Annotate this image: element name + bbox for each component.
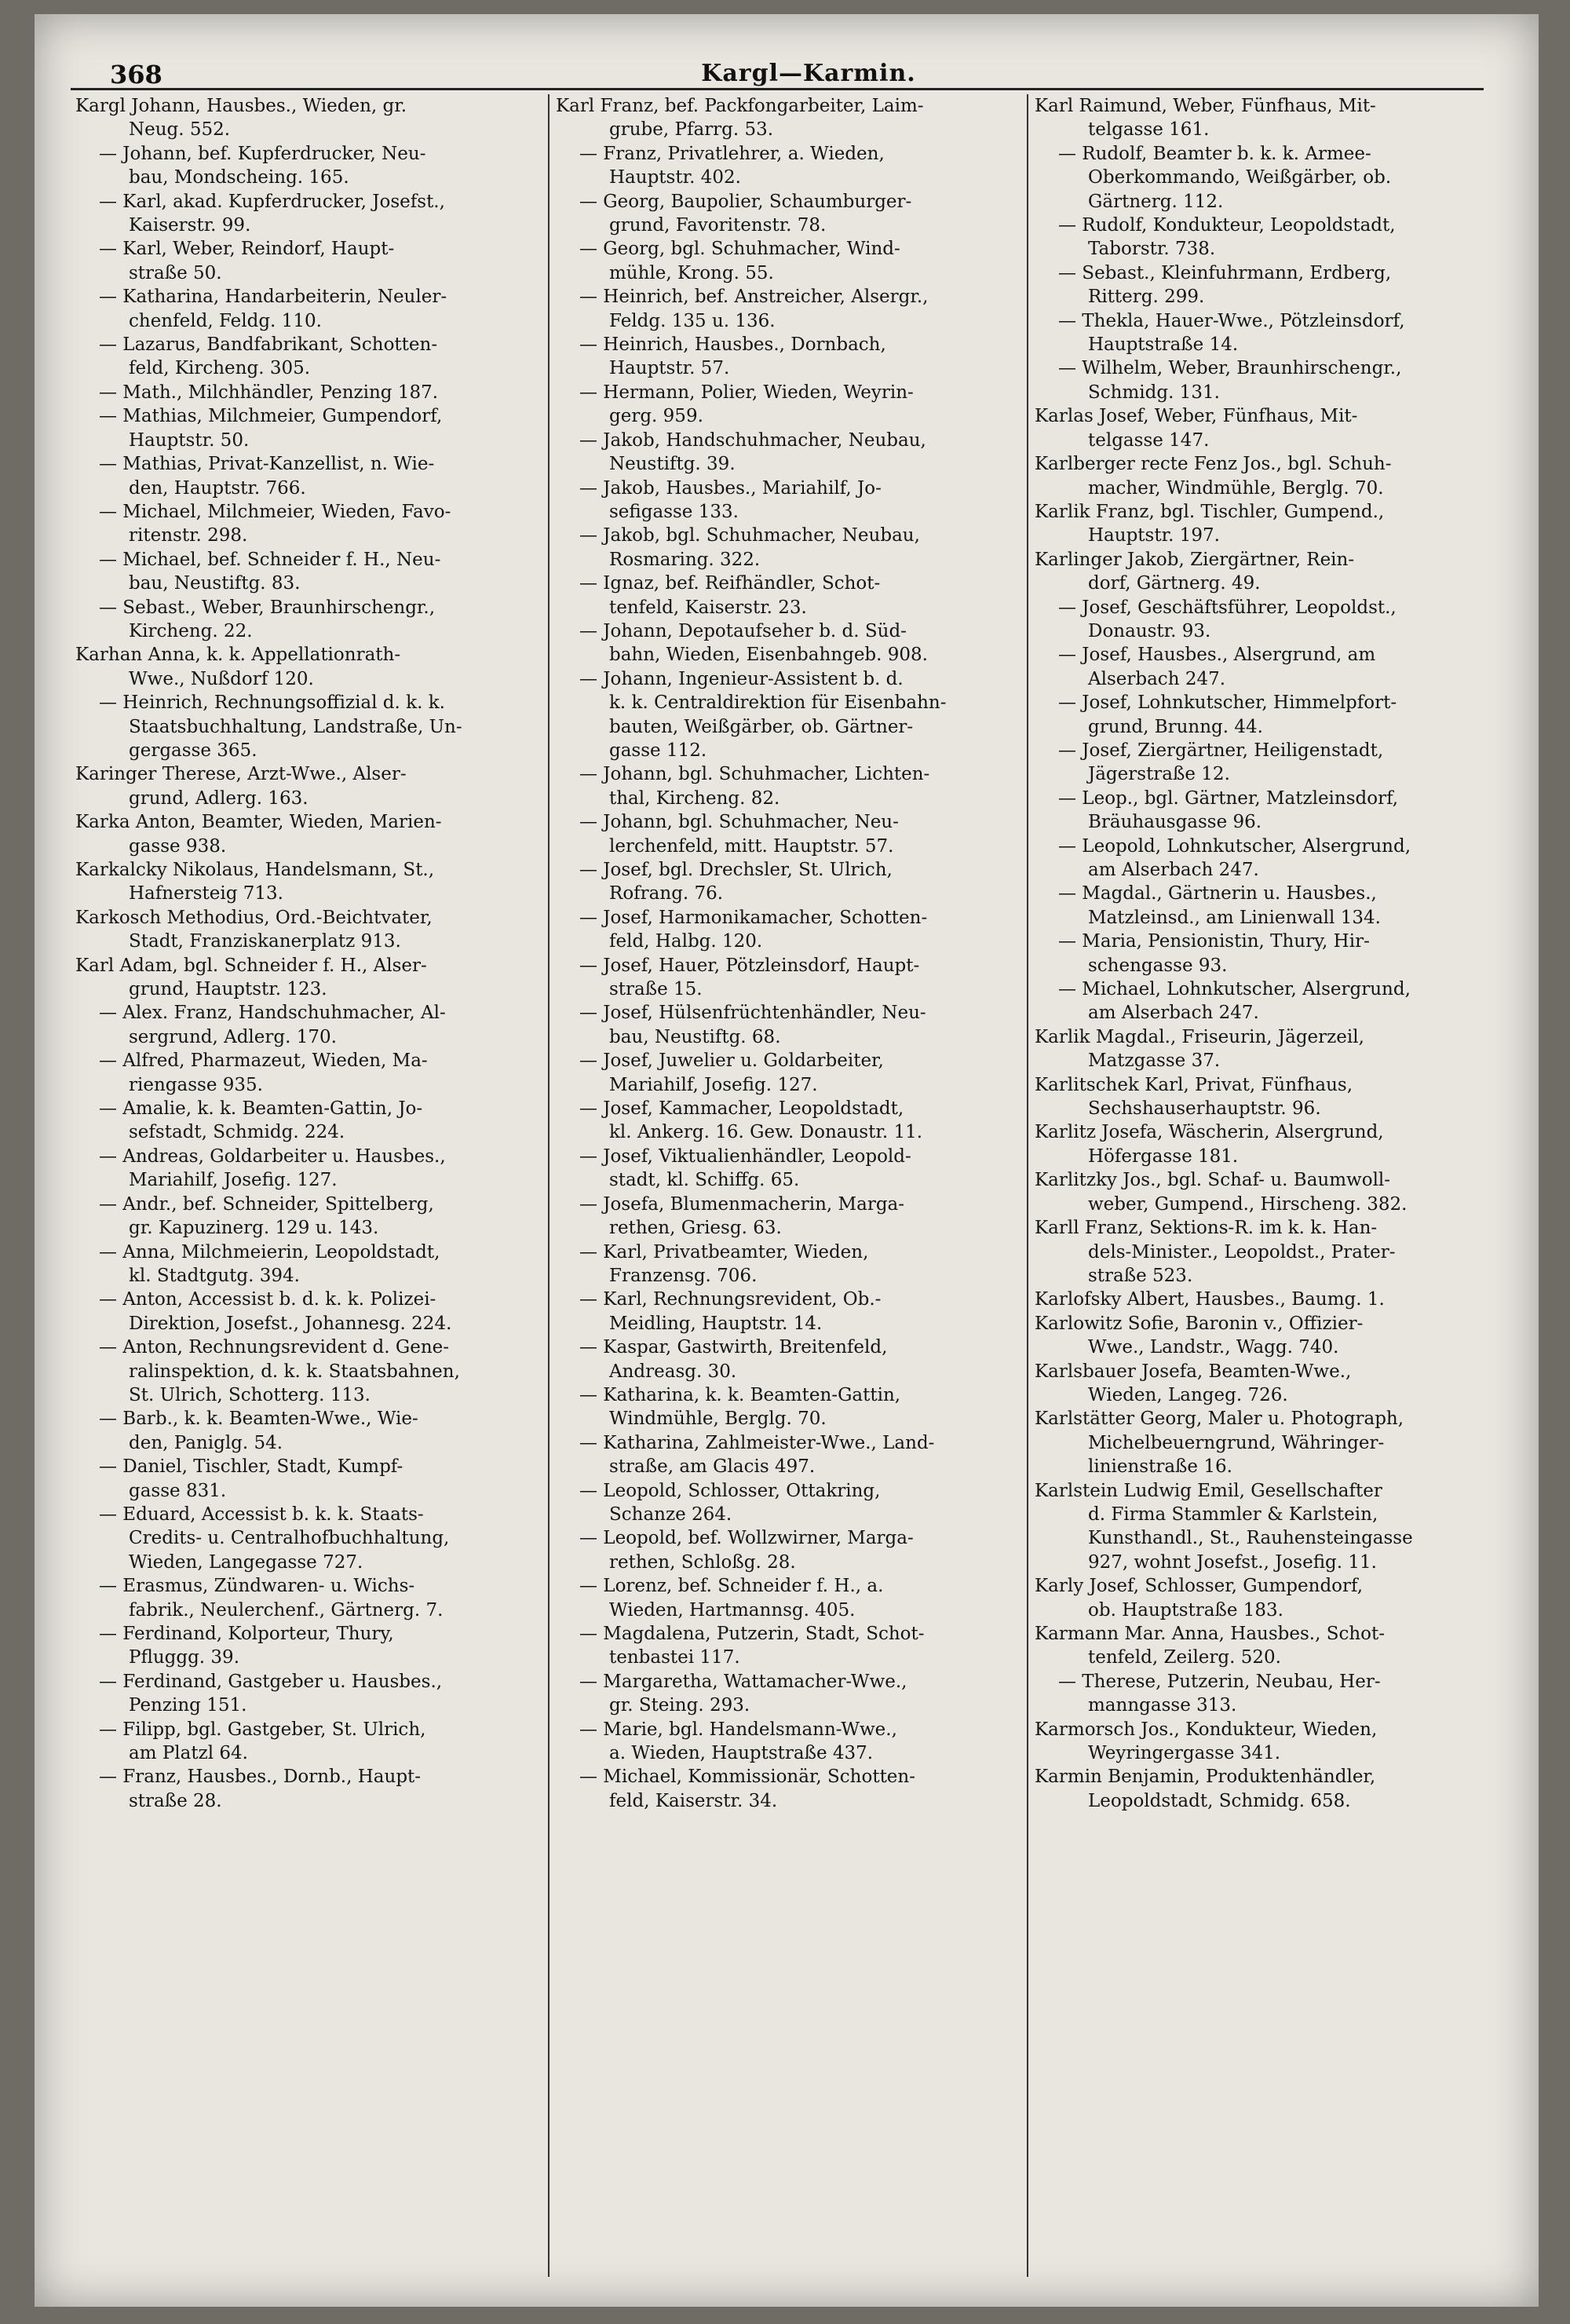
entry-continuation-line: lerchenfeld, mitt. Hauptstr. 57. <box>609 835 894 857</box>
entry-headword-line: Karmin Benjamin, Produktenhändler, <box>1035 1767 1376 1788</box>
entry-sub-line: — Amalie, k. k. Beamten-Gattin, Jo- <box>99 1098 423 1120</box>
entry-continuation-line: rethen, Griesg. 63. <box>609 1218 782 1239</box>
entry-sub-line: — Mathias, Milchmeier, Gumpendorf, <box>99 406 443 427</box>
entry-continuation-line: Andreasg. 30. <box>609 1361 737 1382</box>
entry-continuation-line: dorf, Gärtnerg. 49. <box>1088 573 1261 594</box>
entry-sub-line: — Magdalena, Putzerin, Stadt, Schot- <box>579 1624 925 1644</box>
entry-continuation-line: Kaiserstr. 99. <box>129 215 251 236</box>
column-3 <box>1035 94 1498 1813</box>
entry-sub-line: — Alex. Franz, Handschuhmacher, Al- <box>99 1003 446 1024</box>
entry-sub-line: — Karl, Rechnungsrevident, Ob.- <box>579 1289 882 1310</box>
entry-continuation-line: Matzgasse 37. <box>1088 1051 1221 1072</box>
column-divider-1 <box>548 94 550 2277</box>
entry-continuation-line: telgasse 161. <box>1088 119 1210 141</box>
entry-continuation-line: telgasse 147. <box>1088 429 1210 451</box>
entry-sub-line: — Ferdinand, Kolporteur, Thury, <box>99 1624 394 1644</box>
entry-sub-line: — Josef, Geschäftsführer, Leopoldst., <box>1058 597 1397 618</box>
entry-sub-line: — Josefa, Blumenmacherin, Marga- <box>579 1193 905 1215</box>
entry-continuation-line: Höfergasse 181. <box>1088 1146 1239 1167</box>
entry-headword-line: Karkalcky Nikolaus, Handelsmann, St., <box>75 860 435 880</box>
entry-continuation-line: Jägerstraße 12. <box>1088 764 1230 785</box>
entry-continuation-line: sefstadt, Schmidg. 224. <box>129 1122 345 1143</box>
entry-headword-line: Karlowitz Sofie, Baronin v., Offizier- <box>1035 1313 1364 1334</box>
entry-sub-line: — Josef, Harmonikamacher, Schotten- <box>579 907 928 928</box>
page-header <box>110 60 1507 91</box>
entry-headword-line: Karmann Mar. Anna, Hausbes., Schot- <box>1035 1624 1386 1644</box>
entry-sub-line: — Maria, Pensionistin, Thury, Hir- <box>1058 931 1370 952</box>
entry-sub-line: — Leopold, Schlosser, Ottakring, <box>579 1480 881 1501</box>
entry-headword-line: Karl Adam, bgl. Schneider f. H., Alser- <box>75 955 427 976</box>
entry-sub-line: — Erasmus, Zündwaren- u. Wichs- <box>99 1576 415 1597</box>
entry-sub-line: — Johann, Depotaufseher b. d. Süd- <box>579 620 907 641</box>
page-number: 368 <box>110 60 162 90</box>
entry-sub-line: — Karl, akad. Kupferdrucker, Josefst., <box>99 191 445 212</box>
entry-continuation-line: bahn, Wieden, Eisenbahngeb. 908. <box>609 645 928 666</box>
entry-continuation-line: Schmidg. 131. <box>1088 382 1220 403</box>
entry-continuation-line: gasse 831. <box>129 1480 227 1501</box>
entry-headword-line: Karlinger Jakob, Ziergärtner, Rein- <box>1035 549 1355 570</box>
entry-sub-line: — Josef, Hülsenfrüchtenhändler, Neu- <box>579 1003 926 1024</box>
entry-sub-line: — Alfred, Pharmazeut, Wieden, Ma- <box>99 1051 428 1072</box>
entry-sub-line: — Katharina, k. k. Beamten-Gattin, <box>579 1384 901 1405</box>
entry-sub-line: — Michael, Lohnkutscher, Alsergrund, <box>1058 979 1411 1000</box>
entry-sub-line: — Katharina, Zahlmeister-Wwe., Land- <box>579 1432 935 1453</box>
entry-sub-line: — Leopold, bef. Wollzwirner, Marga- <box>579 1528 914 1549</box>
entry-continuation-line: feld, Kircheng. 305. <box>129 358 311 379</box>
entry-continuation-line: bau, Neustiftg. 83. <box>129 573 301 594</box>
entry-continuation-line: bauten, Weißgärber, ob. Gärtner- <box>609 716 914 737</box>
entry-continuation-line: Staatsbuchhaltung, Landstraße, Un- <box>129 716 462 737</box>
entry-continuation-line: Schanze 264. <box>609 1504 732 1525</box>
entry-continuation-line: Rofrang. 76. <box>609 883 724 904</box>
entry-headword-line: Karlitschek Karl, Privat, Fünfhaus, <box>1035 1074 1353 1095</box>
entry-sub-line: — Marie, bgl. Handelsmann-Wwe., <box>579 1719 897 1740</box>
entry-headword-line: Karlitz Josefa, Wäscherin, Alsergrund, <box>1035 1122 1384 1143</box>
entry-headword-line: Karlitzky Jos., bgl. Schaf- u. Baumwoll- <box>1035 1170 1391 1191</box>
entry-continuation-line: straße, am Glacis 497. <box>609 1456 816 1478</box>
entry-continuation-line: feld, Kaiserstr. 34. <box>609 1790 778 1811</box>
entry-continuation-line: Franzensg. 706. <box>609 1265 758 1286</box>
entry-continuation-line: straße 28. <box>129 1790 222 1811</box>
entry-continuation-line: Wieden, Langeg. 726. <box>1088 1384 1288 1405</box>
entry-continuation-line: fabrik., Neulerchenf., Gärtnerg. 7. <box>129 1599 444 1621</box>
entry-sub-line: — Jakob, Hausbes., Mariahilf, Jo- <box>579 477 882 499</box>
entry-continuation-line: weber, Gumpend., Hirscheng. 382. <box>1088 1193 1408 1215</box>
entry-continuation-line: gr. Kapuzinerg. 129 u. 143. <box>129 1218 379 1239</box>
entry-continuation-line: Wwe., Nußdorf 120. <box>129 668 314 689</box>
entry-sub-line: — Heinrich, Rechnungsoffizial d. k. k. <box>99 692 445 714</box>
entry-sub-line: — Eduard, Accessist b. k. k. Staats- <box>99 1504 424 1525</box>
entry-continuation-line: Bräuhausgasse 96. <box>1088 812 1262 833</box>
entry-sub-line: — Heinrich, bef. Anstreicher, Alsergr., <box>579 287 929 308</box>
entry-headword-line: Karlik Magdal., Friseurin, Jägerzeil, <box>1035 1026 1364 1047</box>
entry-continuation-line: am Platzl 64. <box>129 1743 248 1764</box>
entry-headword-line: Karlstein Ludwig Emil, Gesellschafter <box>1035 1480 1382 1501</box>
entry-sub-line: — Karl, Weber, Reindorf, Haupt- <box>99 239 395 260</box>
entry-headword-line: Karlberger recte Fenz Jos., bgl. Schuh- <box>1035 454 1392 475</box>
entry-continuation-line: Taborstr. 738. <box>1088 239 1216 260</box>
entry-continuation-line: gerg. 959. <box>609 406 703 427</box>
entry-continuation-line: stadt, kl. Schiffg. 65. <box>609 1170 800 1191</box>
entry-headword-line: Karl Raimund, Weber, Fünfhaus, Mit- <box>1035 96 1376 116</box>
entry-sub-line: — Lazarus, Bandfabrikant, Schotten- <box>99 334 438 356</box>
entry-headword-line: Karl Franz, bef. Packfongarbeiter, Laim- <box>556 96 924 116</box>
entry-sub-line: — Josef, Kammacher, Leopoldstadt, <box>579 1098 904 1120</box>
entry-continuation-line: 927, wohnt Josefst., Josefig. 11. <box>1088 1551 1377 1573</box>
entry-continuation-line: sefigasse 133. <box>609 501 739 522</box>
entry-continuation-line: Donaustr. 93. <box>1088 620 1211 641</box>
entry-sub-line: — Michael, bef. Schneider f. H., Neu- <box>99 549 441 570</box>
entry-continuation-line: sergrund, Adlerg. 170. <box>129 1026 337 1047</box>
entry-sub-line: — Andr., bef. Schneider, Spittelberg, <box>99 1193 434 1215</box>
entry-sub-line: — Johann, bef. Kupferdrucker, Neu- <box>99 143 426 164</box>
entry-sub-line: — Anna, Milchmeierin, Leopoldstadt, <box>99 1241 440 1262</box>
entry-continuation-line: tenfeld, Zeilerg. 520. <box>1088 1647 1281 1668</box>
entry-continuation-line: Weyringergasse 341. <box>1088 1743 1281 1764</box>
entry-continuation-line: kl. Ankerg. 16. Gew. Donaustr. 11. <box>609 1122 923 1143</box>
running-head: Kargl—Karmin. <box>701 60 916 87</box>
entry-continuation-line: Neug. 552. <box>129 119 231 141</box>
entry-sub-line: — Daniel, Tischler, Stadt, Kumpf- <box>99 1456 403 1478</box>
entry-continuation-line: ob. Hauptstraße 183. <box>1088 1599 1283 1621</box>
header-rule <box>71 88 1484 90</box>
entry-sub-line: — Therese, Putzerin, Neubau, Her- <box>1058 1671 1381 1692</box>
entry-continuation-line: grund, Brunng. 44. <box>1088 716 1263 737</box>
entry-continuation-line: Feldg. 135 u. 136. <box>609 310 776 331</box>
entry-continuation-line: Michelbeuerngrund, Währinger- <box>1088 1432 1385 1453</box>
entry-sub-line: — Kaspar, Gastwirth, Breitenfeld, <box>579 1337 888 1358</box>
entry-continuation-line: chenfeld, Feldg. 110. <box>129 310 322 331</box>
entry-sub-line: — Josef, Juwelier u. Goldarbeiter, <box>579 1051 884 1072</box>
entry-headword-line: Karll Franz, Sektions-R. im k. k. Han- <box>1035 1218 1378 1239</box>
entry-continuation-line: Hauptstr. 57. <box>609 358 730 379</box>
entry-continuation-line: Wieden, Langegasse 727. <box>129 1551 363 1573</box>
entry-continuation-line: am Alserbach 247. <box>1088 860 1259 880</box>
entry-headword-line: Karhan Anna, k. k. Appellationrath- <box>75 645 401 666</box>
entry-sub-line: — Johann, bgl. Schuhmacher, Lichten- <box>579 764 930 785</box>
entry-sub-line: — Thekla, Hauer-Wwe., Pötzleinsdorf, <box>1058 310 1405 331</box>
entry-headword-line: Karlstätter Georg, Maler u. Photograph, <box>1035 1409 1404 1430</box>
entry-continuation-line: Matzleinsd., am Linienwall 134. <box>1088 907 1381 928</box>
entry-continuation-line: Mariahilf, Josefig. 127. <box>609 1074 818 1095</box>
entry-continuation-line: gr. Steing. 293. <box>609 1695 750 1716</box>
entry-continuation-line: Hauptstr. 197. <box>1088 525 1220 546</box>
entry-continuation-line: Hauptstr. 402. <box>609 167 741 188</box>
entry-continuation-line: ralinspektion, d. k. k. Staatsbahnen, <box>129 1361 460 1382</box>
entry-sub-line: — Leopold, Lohnkutscher, Alsergrund, <box>1058 835 1411 857</box>
entry-sub-line: — Franz, Hausbes., Dornb., Haupt- <box>99 1767 422 1788</box>
entry-sub-line: — Andreas, Goldarbeiter u. Hausbes., <box>99 1146 446 1167</box>
entry-sub-line: — Michael, Kommissionär, Schotten- <box>579 1767 916 1788</box>
entry-continuation-line: Oberkommando, Weißgärber, ob. <box>1088 167 1392 188</box>
entry-continuation-line: Stadt, Franziskanerplatz 913. <box>129 931 401 952</box>
entry-continuation-line: manngasse 313. <box>1088 1695 1237 1716</box>
entry-continuation-line: bau, Neustiftg. 68. <box>609 1026 781 1047</box>
entry-continuation-line: a. Wieden, Hauptstraße 437. <box>609 1743 874 1764</box>
entry-sub-line: — Johann, bgl. Schuhmacher, Neu- <box>579 812 899 833</box>
entry-continuation-line: gergasse 365. <box>129 740 257 761</box>
entry-continuation-line: den, Hauptstr. 766. <box>129 477 306 499</box>
entry-continuation-line: riengasse 935. <box>129 1074 263 1095</box>
entry-continuation-line: feld, Halbg. 120. <box>609 931 763 952</box>
entry-continuation-line: Gärtnerg. 112. <box>1088 191 1224 212</box>
entry-sub-line: — Josef, bgl. Drechsler, St. Ulrich, <box>579 860 893 880</box>
entry-continuation-line: schengasse 93. <box>1088 955 1228 976</box>
entry-sub-line: — Georg, Baupolier, Schaumburger- <box>579 191 912 212</box>
entry-headword-line: Karlsbauer Josefa, Beamten-Wwe., <box>1035 1361 1352 1382</box>
entry-sub-line: — Anton, Rechnungsrevident d. Gene- <box>99 1337 450 1358</box>
entry-headword-line: Karka Anton, Beamter, Wieden, Marien- <box>75 812 442 833</box>
entry-continuation-line: grund, Favoritenstr. 78. <box>609 215 827 236</box>
column-1 <box>75 94 539 1813</box>
entry-sub-line: — Katharina, Handarbeiterin, Neuler- <box>99 287 447 308</box>
entry-continuation-line: Hauptstr. 50. <box>129 429 250 451</box>
entry-sub-line: — Ignaz, bef. Reifhändler, Schot- <box>579 573 881 594</box>
entry-continuation-line: Rosmaring. 322. <box>609 549 761 570</box>
entry-headword-line: Kargl Johann, Hausbes., Wieden, gr. <box>75 96 407 116</box>
entry-sub-line: — Lorenz, bef. Schneider f. H., a. <box>579 1576 884 1597</box>
entry-continuation-line: Windmühle, Berglg. 70. <box>609 1409 827 1430</box>
column-divider-2 <box>1027 94 1028 2277</box>
entry-continuation-line: gasse 938. <box>129 835 227 857</box>
entry-continuation-line: Penzing 151. <box>129 1695 247 1716</box>
entry-sub-line: — Math., Milchhändler, Penzing 187. <box>99 382 439 403</box>
entry-continuation-line: Direktion, Josefst., Johannesg. 224. <box>129 1313 452 1334</box>
entry-continuation-line: bau, Mondscheing. 165. <box>129 167 349 188</box>
entry-continuation-line: grund, Adlerg. 163. <box>129 787 309 809</box>
entry-continuation-line: Hafnersteig 713. <box>129 883 283 904</box>
entry-continuation-line: d. Firma Stammler & Karlstein, <box>1088 1504 1378 1525</box>
entry-sub-line: — Josef, Hausbes., Alsergrund, am <box>1058 645 1376 666</box>
entry-continuation-line: kl. Stadtgutg. 394. <box>129 1265 300 1286</box>
entry-continuation-line: macher, Windmühle, Berglg. 70. <box>1088 477 1384 499</box>
entry-continuation-line: Mariahilf, Josefig. 127. <box>129 1170 338 1191</box>
entry-continuation-line: Wieden, Hartmannsg. 405. <box>609 1599 856 1621</box>
entry-sub-line: — Josef, Lohnkutscher, Himmelpfort- <box>1058 692 1397 714</box>
entry-headword-line: Karly Josef, Schlosser, Gumpendorf, <box>1035 1576 1364 1597</box>
entry-sub-line: — Jakob, bgl. Schuhmacher, Neubau, <box>579 525 920 546</box>
entry-sub-line: — Karl, Privatbeamter, Wieden, <box>579 1241 869 1262</box>
entry-sub-line: — Rudolf, Beamter b. k. k. Armee- <box>1058 143 1371 164</box>
entry-headword-line: Karlik Franz, bgl. Tischler, Gumpend., <box>1035 501 1385 522</box>
entry-sub-line: — Filipp, bgl. Gastgeber, St. Ulrich, <box>99 1719 426 1740</box>
entry-sub-line: — Leop., bgl. Gärtner, Matzleinsdorf, <box>1058 787 1399 809</box>
entry-continuation-line: Meidling, Hauptstr. 14. <box>609 1313 823 1334</box>
entry-continuation-line: Kircheng. 22. <box>129 620 253 641</box>
entry-continuation-line: am Alserbach 247. <box>1088 1003 1259 1024</box>
entry-continuation-line: St. Ulrich, Schotterg. 113. <box>129 1384 371 1405</box>
entry-continuation-line: tenbastei 117. <box>609 1647 740 1668</box>
entry-sub-line: — Hermann, Polier, Wieden, Weyrin- <box>579 382 914 403</box>
entry-sub-line: — Johann, Ingenieur-Assistent b. d. <box>579 668 904 689</box>
entry-continuation-line: straße 50. <box>129 262 222 283</box>
entry-sub-line: — Mathias, Privat-Kanzellist, n. Wie- <box>99 454 435 475</box>
entry-continuation-line: straße 523. <box>1088 1265 1193 1286</box>
column-2 <box>556 94 1019 1813</box>
entry-continuation-line: straße 15. <box>609 979 703 1000</box>
entry-continuation-line: grund, Hauptstr. 123. <box>129 979 327 1000</box>
entry-headword-line: Karkosch Methodius, Ord.-Beichtvater, <box>75 907 433 928</box>
entry-sub-line: — Barb., k. k. Beamten-Wwe., Wie- <box>99 1409 418 1430</box>
entry-sub-line: — Wilhelm, Weber, Braunhirschengr., <box>1058 358 1402 379</box>
entry-continuation-line: grube, Pfarrg. 53. <box>609 119 774 141</box>
entry-continuation-line: den, Paniglg. 54. <box>129 1432 283 1453</box>
entry-continuation-line: Hauptstraße 14. <box>1088 334 1239 356</box>
entry-continuation-line: k. k. Centraldirektion für Eisenbahn- <box>609 692 947 714</box>
entry-continuation-line: ritenstr. 298. <box>129 525 248 546</box>
entry-sub-line: — Heinrich, Hausbes., Dornbach, <box>579 334 886 356</box>
entry-continuation-line: Sechshauserhauptstr. 96. <box>1088 1098 1321 1120</box>
entry-continuation-line: Credits- u. Centralhofbuchhaltung, <box>129 1528 450 1549</box>
entry-sub-line: — Josef, Hauer, Pötzleinsdorf, Haupt- <box>579 955 920 976</box>
entry-continuation-line: Kunsthandl., St., Rauhensteingasse <box>1088 1528 1413 1549</box>
entry-continuation-line: Wwe., Landstr., Wagg. 740. <box>1088 1337 1339 1358</box>
entry-continuation-line: mühle, Krong. 55. <box>609 262 774 283</box>
entry-sub-line: — Margaretha, Wattamacher-Wwe., <box>579 1671 907 1692</box>
entry-sub-line: — Georg, bgl. Schuhmacher, Wind- <box>579 239 900 260</box>
entry-continuation-line: tenfeld, Kaiserstr. 23. <box>609 597 807 618</box>
entry-continuation-line: Leopoldstadt, Schmidg. 658. <box>1088 1790 1351 1811</box>
entry-sub-line: — Rudolf, Kondukteur, Leopoldstadt, <box>1058 215 1396 236</box>
entry-continuation-line: linienstraße 16. <box>1088 1456 1232 1478</box>
entry-continuation-line: Pfluggg. 39. <box>129 1647 239 1668</box>
entry-sub-line: — Sebast., Weber, Braunhirschengr., <box>99 597 436 618</box>
entry-headword-line: Karlas Josef, Weber, Fünfhaus, Mit- <box>1035 406 1358 427</box>
entry-sub-line: — Magdal., Gärtnerin u. Hausbes., <box>1058 883 1377 904</box>
entry-headword-line: Karmorsch Jos., Kondukteur, Wieden, <box>1035 1719 1378 1740</box>
entry-continuation-line: Neustiftg. 39. <box>609 454 736 475</box>
entry-sub-line: — Sebast., Kleinfuhrmann, Erdberg, <box>1058 262 1392 283</box>
entry-headword-line: Karlofsky Albert, Hausbes., Baumg. 1. <box>1035 1289 1385 1310</box>
entry-sub-line: — Michael, Milchmeier, Wieden, Favo- <box>99 501 451 522</box>
entry-continuation-line: Ritterg. 299. <box>1088 287 1205 308</box>
entry-continuation-line: Alserbach 247. <box>1088 668 1226 689</box>
entry-sub-line: — Franz, Privatlehrer, a. Wieden, <box>579 143 885 164</box>
entry-continuation-line: gasse 112. <box>609 740 707 761</box>
entry-continuation-line: thal, Kircheng. 82. <box>609 787 780 809</box>
entry-sub-line: — Jakob, Handschuhmacher, Neubau, <box>579 429 926 451</box>
entry-sub-line: — Josef, Ziergärtner, Heiligenstadt, <box>1058 740 1384 761</box>
entry-sub-line: — Josef, Viktualienhändler, Leopold- <box>579 1146 911 1167</box>
entry-sub-line: — Anton, Accessist b. d. k. k. Polizei- <box>99 1289 436 1310</box>
entry-continuation-line: dels-Minister., Leopoldst., Prater- <box>1088 1241 1396 1262</box>
entry-continuation-line: rethen, Schloßg. 28. <box>609 1551 796 1573</box>
entry-headword-line: Karinger Therese, Arzt-Wwe., Alser- <box>75 764 407 785</box>
entry-sub-line: — Ferdinand, Gastgeber u. Hausbes., <box>99 1671 443 1692</box>
